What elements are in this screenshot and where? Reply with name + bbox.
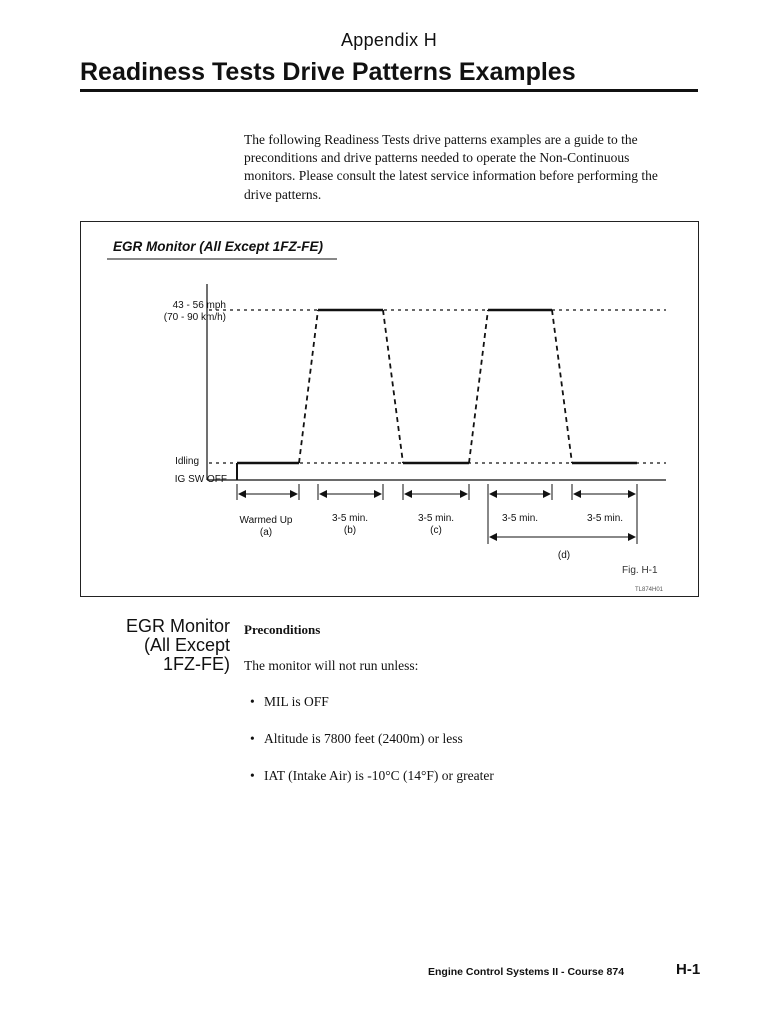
- bullet-icon: •: [250, 768, 255, 783]
- interval-b-label-2: (b): [343, 525, 357, 536]
- list-item: [250, 694, 494, 731]
- ramp-down-2: [552, 310, 572, 463]
- page-title: Readiness Tests Drive Patterns Examples: [80, 58, 576, 86]
- y-label-idling: Idling: [175, 456, 199, 467]
- interval-d-label: (d): [557, 550, 571, 561]
- intro-paragraph: The following Readiness Tests drive patterns examples are a guide to the preconditions and drive patterns needed to operate the Non-Continuous monitors. Please consult the latest service information before performing the drive patterns.: [244, 132, 658, 202]
- interval-d1-label: 3-5 min.: [501, 513, 539, 524]
- y-label-high-2: (70 - 90 km/h): [163, 312, 226, 323]
- list-item: [250, 731, 494, 768]
- y-label-ig-sw-off: IG SW OFF: [174, 474, 227, 485]
- figure-label: Fig. H-1: [622, 565, 658, 576]
- page-number: H-1: [676, 961, 701, 978]
- interval-a-label-1: Warmed Up: [239, 515, 293, 526]
- section-heading-line-3: 1FZ-FE): [163, 654, 230, 674]
- y-label-high-1: 43 - 56 mph: [172, 300, 226, 311]
- preconditions-label: Preconditions: [244, 622, 321, 637]
- title-underline: [80, 89, 698, 92]
- precondition-list: [250, 694, 494, 805]
- list-item-text: MIL is OFF: [264, 694, 329, 709]
- section-heading-line-2: (All Except: [143, 635, 230, 655]
- interval-a-label-2: (a): [259, 527, 273, 538]
- figure-code: TL874H01: [635, 587, 664, 593]
- figure-box: [80, 221, 699, 597]
- figure-heading: EGR Monitor (All Except 1FZ-FE): [113, 239, 324, 254]
- section-heading-line-1: EGR Monitor: [125, 616, 230, 636]
- list-item-text: Altitude is 7800 feet (2400m) or less: [264, 731, 463, 746]
- bullet-icon: •: [250, 694, 255, 709]
- section-heading: [60, 617, 230, 674]
- lead-sentence: The monitor will not run unless:: [244, 658, 419, 673]
- interval-b-label-1: 3-5 min.: [331, 513, 369, 524]
- ramp-up-2: [469, 310, 488, 463]
- bullet-icon: •: [250, 731, 255, 746]
- ramp-down-1: [383, 310, 403, 463]
- footer-course: Engine Control Systems II - Course 874: [428, 966, 625, 978]
- ramp-up-1: [299, 310, 318, 463]
- interval-c-label-2: (c): [430, 525, 442, 536]
- interval-d2-label: 3-5 min.: [586, 513, 624, 524]
- list-item-text: IAT (Intake Air) is -10°C (14°F) or greater: [264, 768, 494, 783]
- interval-c-label-1: 3-5 min.: [417, 513, 455, 524]
- appendix-label: Appendix H: [340, 30, 438, 50]
- list-item: [250, 768, 494, 805]
